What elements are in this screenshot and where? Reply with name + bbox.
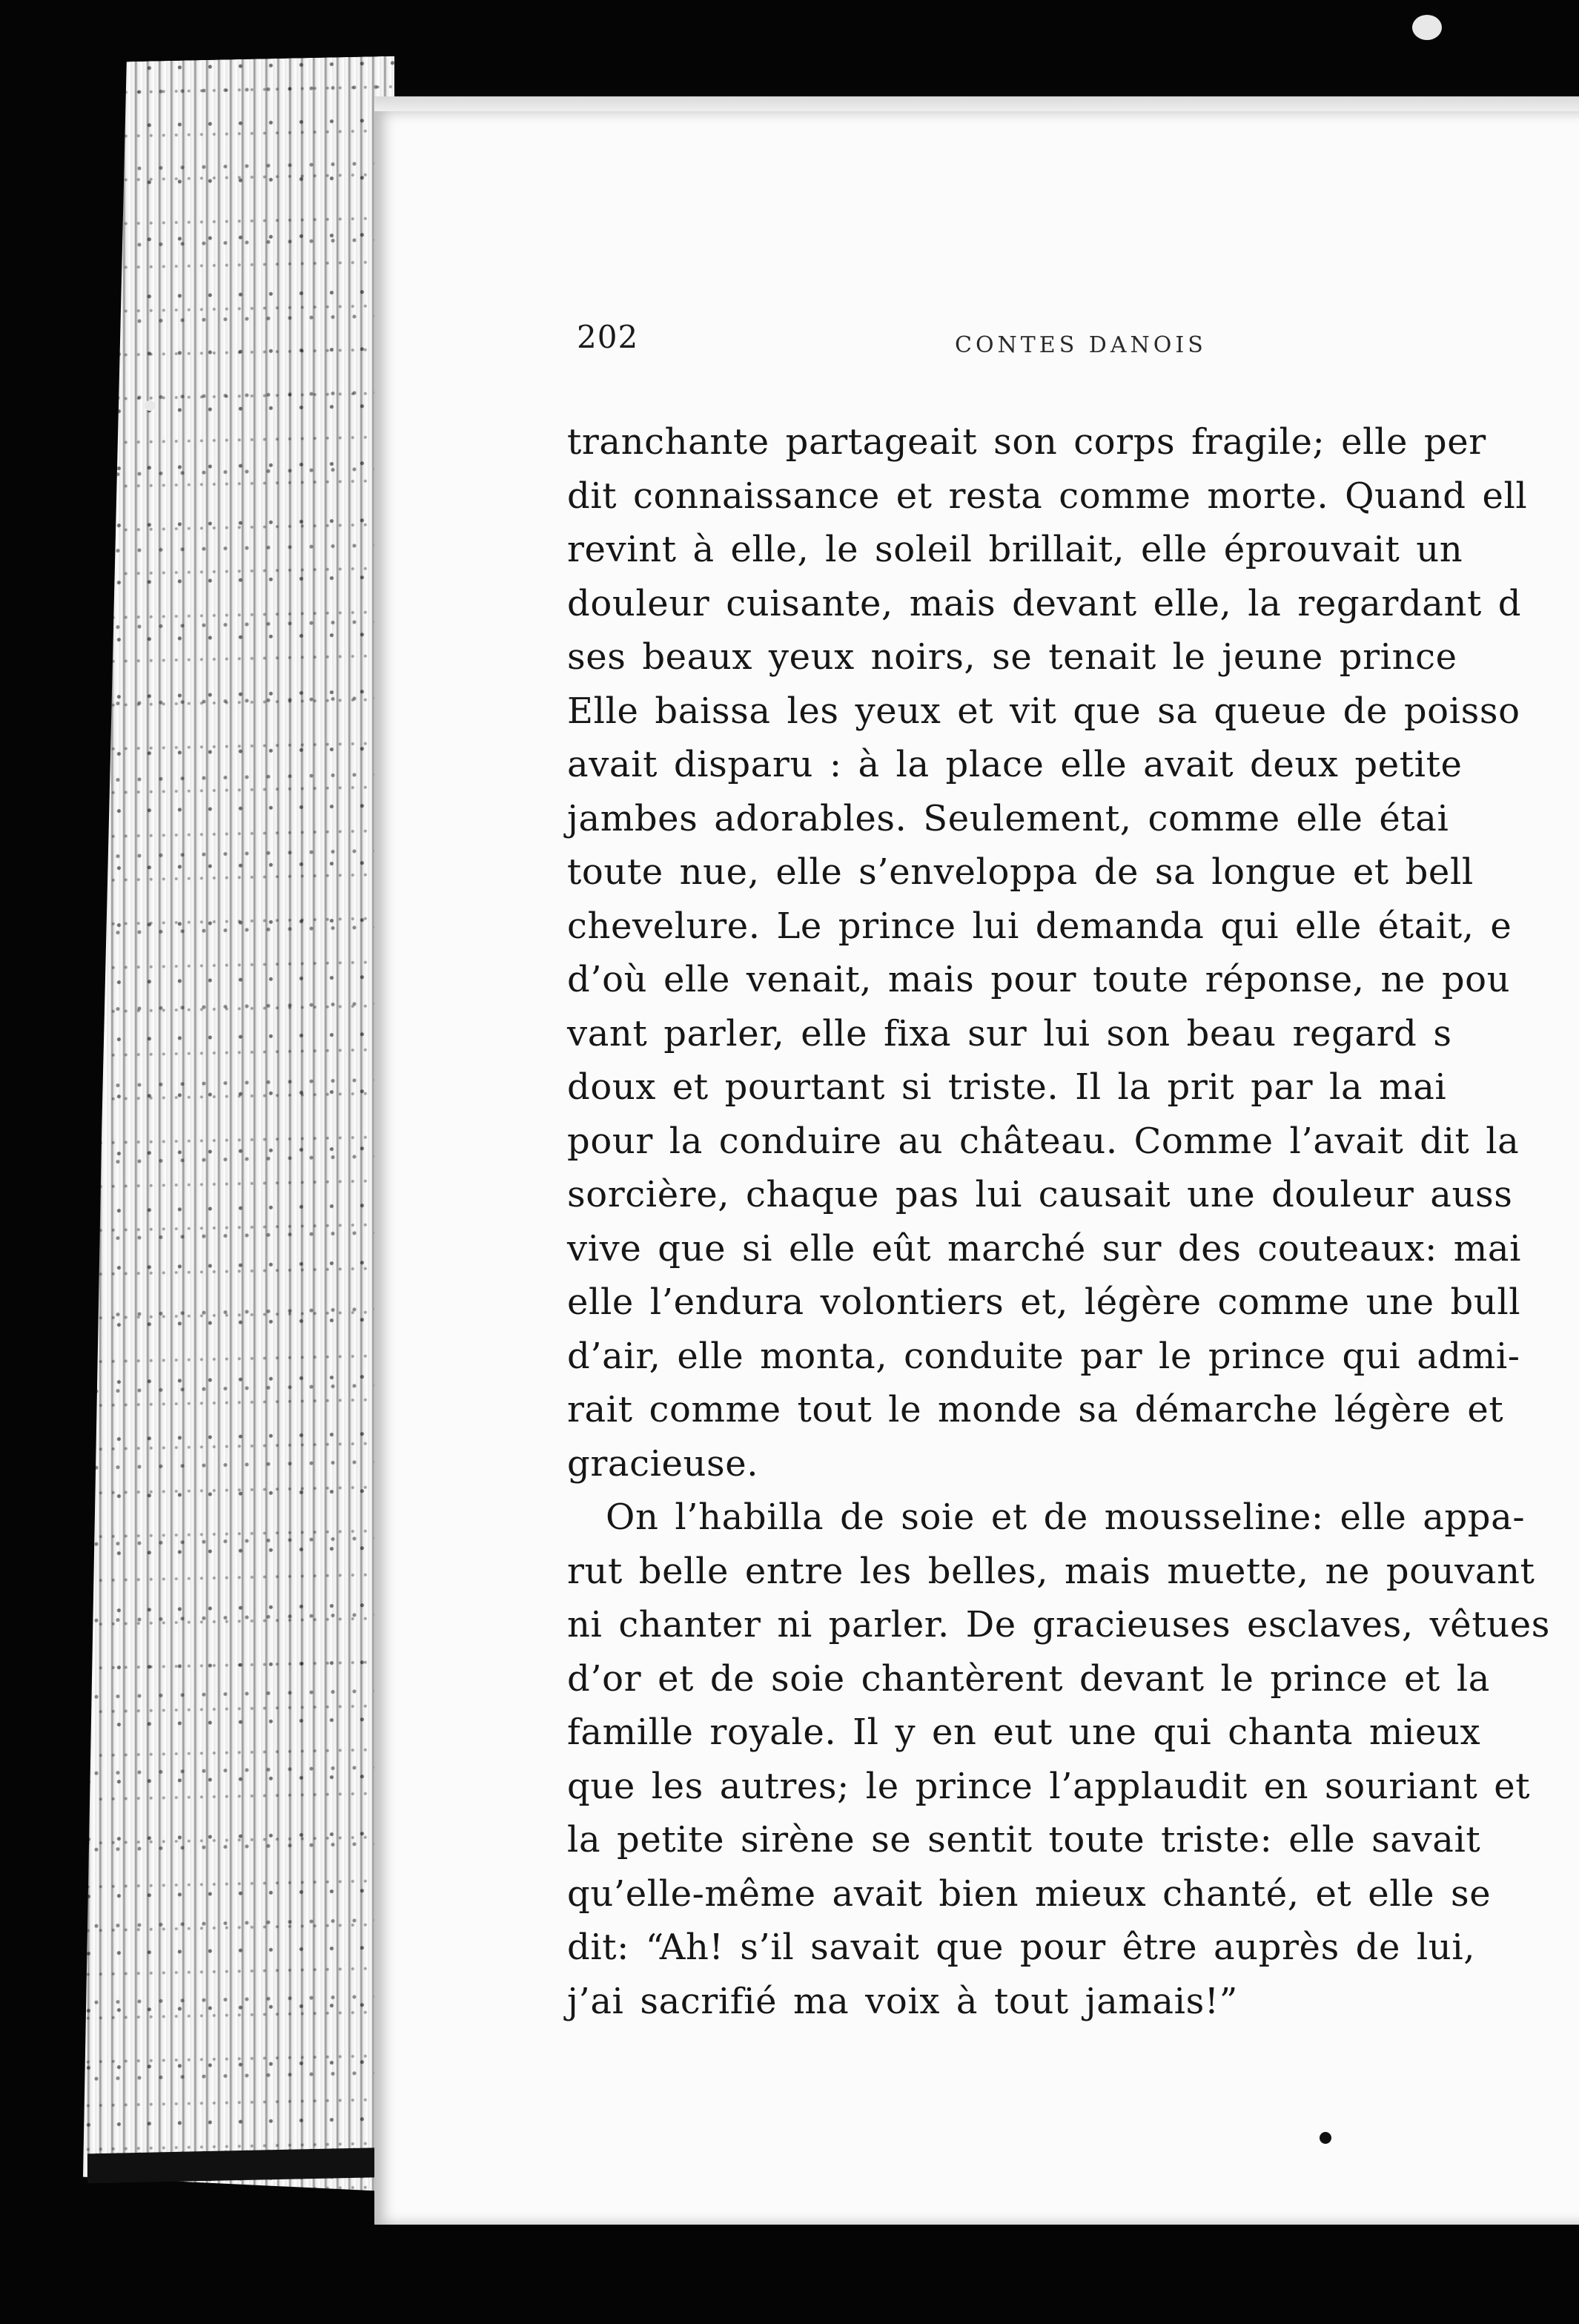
text-line: dit connaissance et resta comme morte. Quand ell — [567, 475, 1528, 517]
dust-speck — [1412, 15, 1442, 40]
text-line: sorcière, chaque pas lui causait une douleur auss — [567, 1174, 1513, 1215]
text-line: elle l’endura volontiers et, légère comme une bull — [567, 1281, 1521, 1323]
text-line: famille royale. Il y en eut une qui chanta mieux — [567, 1711, 1481, 1753]
text-line: rut belle entre les belles, mais muette, ne pouvant — [567, 1550, 1535, 1592]
running-title: CONTES DANOIS — [955, 332, 1207, 358]
text-line: douleur cuisante, mais devant elle, la regardant d — [567, 582, 1522, 624]
text-line: vant parler, elle fixa sur lui son beau regard s — [567, 1012, 1452, 1054]
text-line: avait disparu : à la place elle avait deux petite — [567, 744, 1463, 785]
text-line: qu’elle-même avait bien mieux chanté, et elle se — [567, 1872, 1492, 1915]
text-line: revint à elle, le soleil brillait, elle éprouvait un — [567, 529, 1463, 570]
body-text — [567, 415, 1579, 2028]
text-line: d’or et de soie chantèrent devant le prince et la — [567, 1657, 1490, 1700]
text-line: pour la conduire au château. Comme l’avait dit la — [567, 1120, 1520, 1162]
text-line: d’air, elle monta, conduite par le prince qui admi- — [567, 1335, 1520, 1377]
dust-speck — [145, 400, 155, 411]
ink-dot — [1320, 2132, 1331, 2144]
page-edges — [83, 56, 394, 2199]
text-line: dit: “Ah! s’il savait que pour être auprès de lui, — [567, 1927, 1476, 1968]
page-number: 202 — [577, 319, 639, 355]
text-line: d’où elle venait, mais pour toute réponse, ne pou — [567, 959, 1511, 1000]
text-line: Elle baissa les yeux et vit que sa queue de poisso — [567, 690, 1520, 732]
text-line: chevelure. Le prince lui demanda qui elle était, e — [567, 905, 1512, 947]
text-line: doux et pourtant si triste. Il la prit par la mai — [567, 1066, 1447, 1108]
running-head — [577, 311, 1579, 371]
text-line: que les autres; le prince l’applaudit en souriant et — [567, 1765, 1531, 1807]
text-line: tranchante partageait son corps fragile; elle per — [567, 421, 1486, 463]
text-line: toute nue, elle s’enveloppa de sa longue et bell — [567, 851, 1474, 893]
text-line: jambes adorables. Seulement, comme elle étai — [567, 797, 1449, 839]
text-line: ni chanter ni parler. De gracieuses esclaves, vêtues — [567, 1604, 1550, 1645]
text-line: ses beaux yeux noirs, se tenait le jeune prince — [567, 636, 1457, 678]
text-line: rait comme tout le monde sa démarche légère et — [567, 1389, 1504, 1430]
text-line: la petite sirène se sentit toute triste: elle savait — [567, 1819, 1481, 1861]
text-line: j’ai sacrifié ma voix à tout jamais!” — [567, 1980, 1238, 2022]
text-line: gracieuse. — [567, 1442, 759, 1485]
paragraph-first-line: On l’habilla de soie et de mousseline: elle appa- — [606, 1496, 1526, 1538]
text-line: vive que si elle eût marché sur des couteaux: mai — [567, 1227, 1522, 1270]
